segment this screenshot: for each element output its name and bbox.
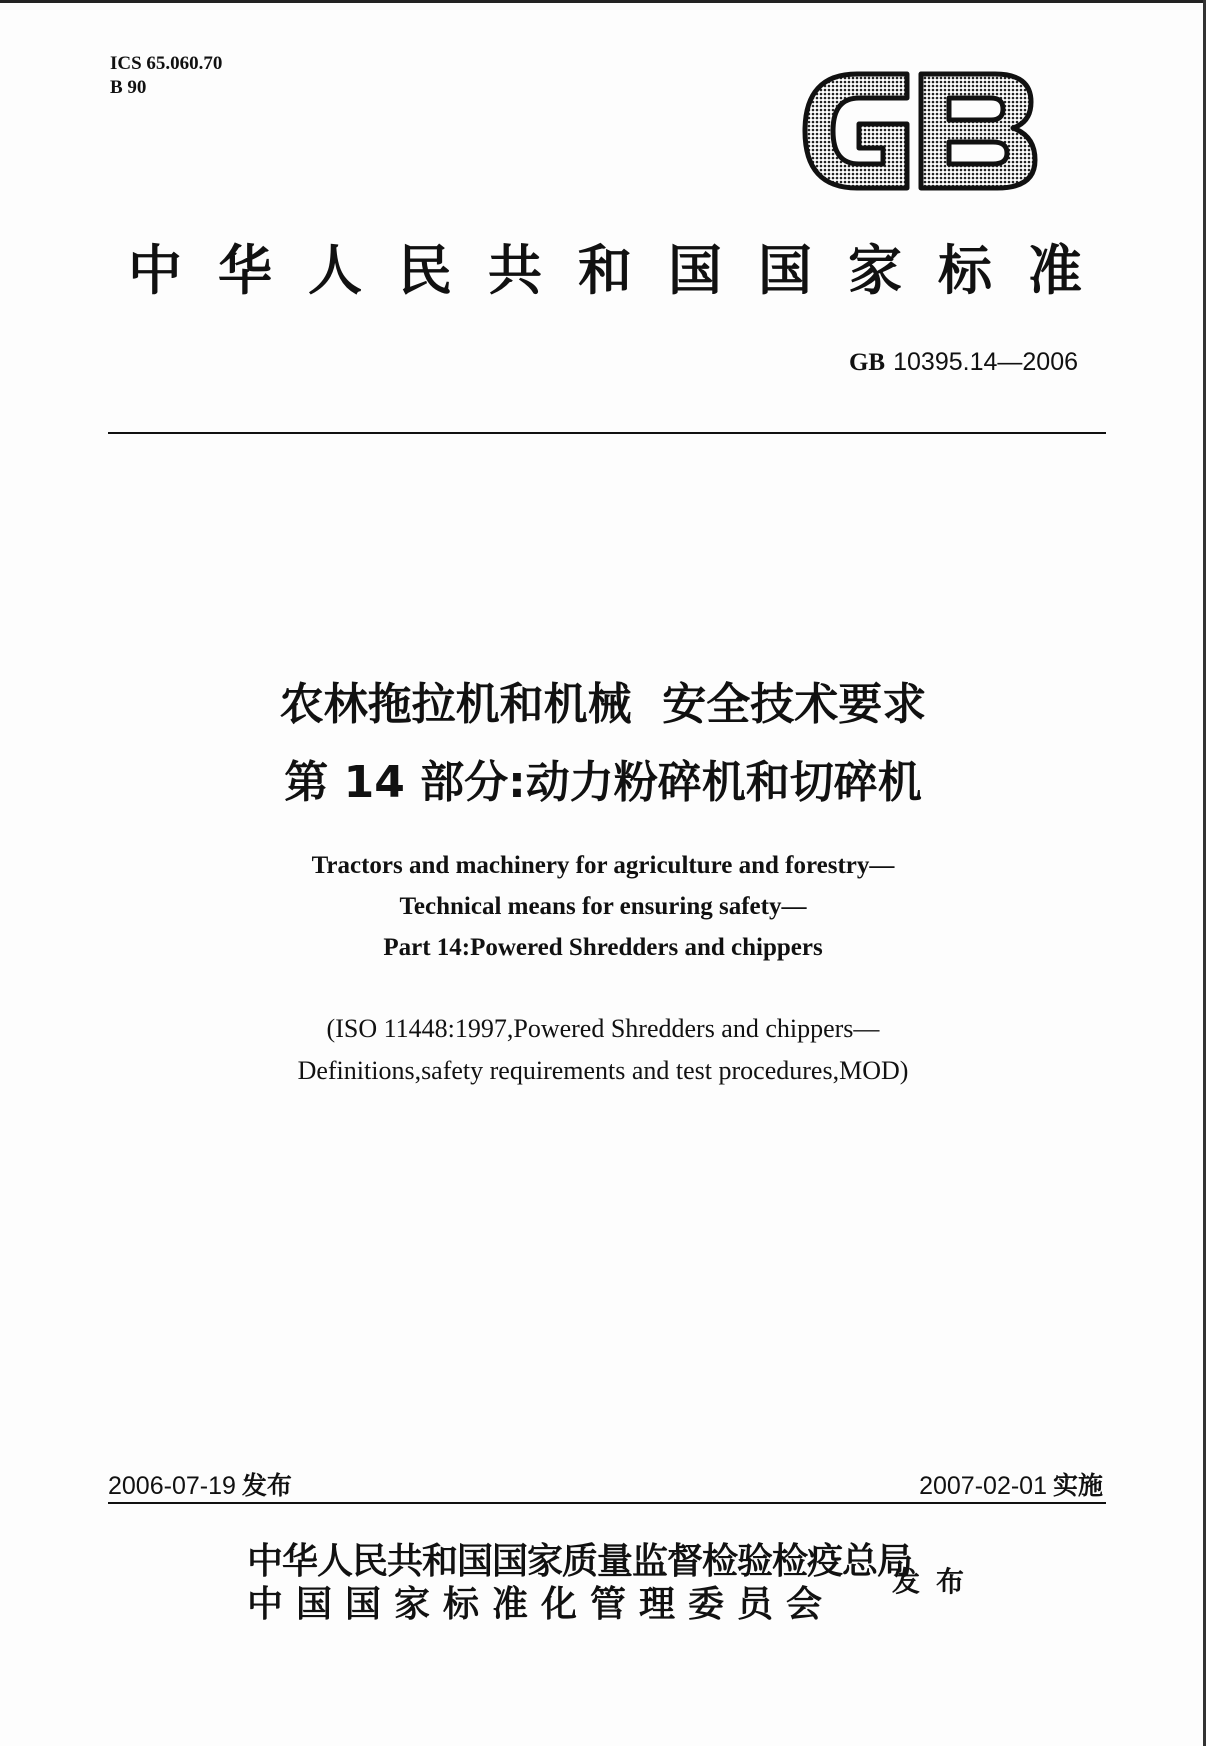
ics-code: ICS 65.060.70 — [110, 53, 223, 74]
bottom-divider — [108, 1502, 1106, 1504]
ccs-code: B 90 — [110, 77, 147, 98]
issue-date-label: 发布 — [241, 1471, 292, 1500]
issuing-authorities — [247, 1540, 912, 1626]
top-divider — [108, 432, 1106, 434]
implementation-date-value: 2007-02-01 — [919, 1472, 1047, 1500]
scan-edge-top — [0, 0, 1206, 3]
english-title-line-2: Technical means for ensuring safety— — [399, 893, 807, 920]
iso-reference-line-1: (ISO 11448:1997,Powered Shredders and chippers— — [326, 1014, 880, 1043]
issuer-sac: 中国国家标准化管理委员会 — [247, 1583, 836, 1625]
national-standard-heading: 中华人民共和国国家标准 — [128, 239, 1118, 302]
issue-date-value: 2006-07-19 — [108, 1472, 236, 1500]
implementation-date — [919, 1466, 1103, 1502]
standard-number-prefix: GB — [848, 349, 886, 376]
gb-logo-icon — [795, 68, 1040, 194]
standard-number-value: 10395.14—2006 — [893, 348, 1078, 376]
standard-number — [849, 348, 1078, 377]
issuer-aqsiq: 中华人民共和国国家质量监督检验检疫总局 — [247, 1540, 913, 1582]
issued-by-label: 发布 — [892, 1565, 981, 1598]
english-title-line-1: Tractors and machinery for agriculture and forestry— — [311, 852, 895, 879]
implementation-date-label: 实施 — [1052, 1471, 1103, 1500]
chinese-title-line-1: 农林拖拉机和机械 安全技术要求 — [279, 679, 927, 730]
issue-date — [108, 1466, 292, 1502]
english-title-line-3: Part 14:Powered Shredders and chippers — [383, 934, 823, 961]
chinese-title-line-2: 第 14 部分:动力粉碎机和切碎机 — [284, 757, 922, 808]
classification-codes — [110, 52, 222, 100]
iso-reference-line-2: Definitions,safety requirements and test procedures,MOD) — [297, 1056, 909, 1085]
